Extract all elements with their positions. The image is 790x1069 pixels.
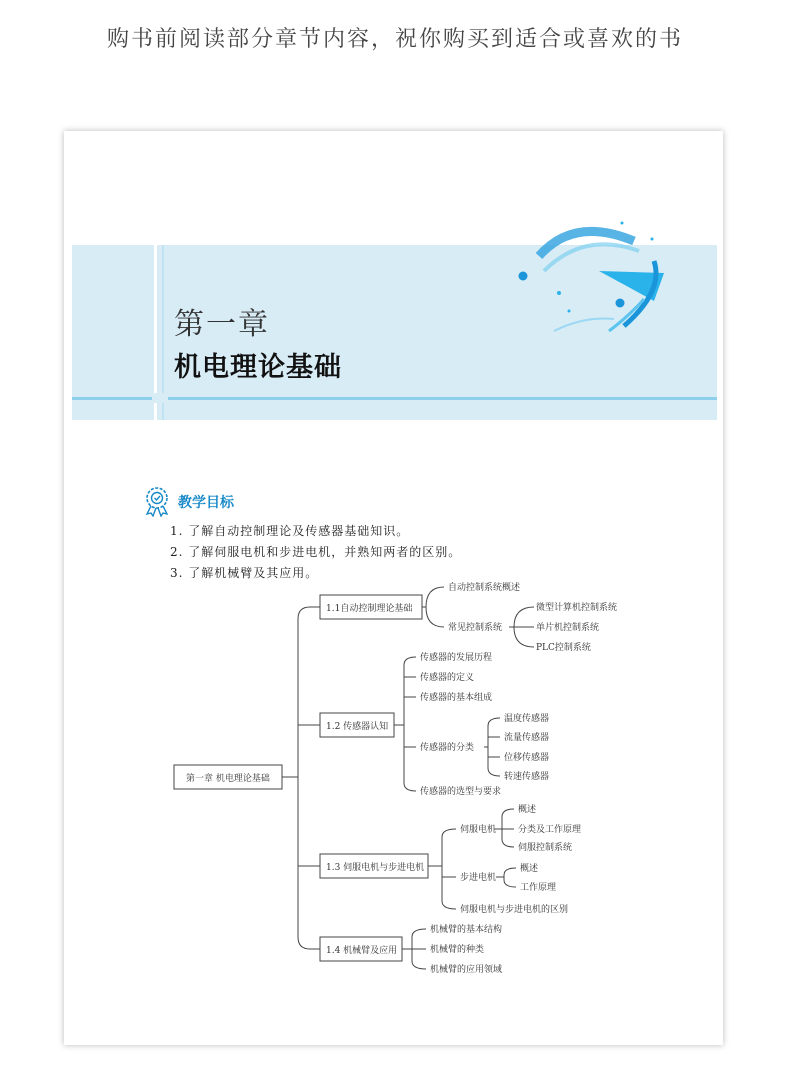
- mindmap-root-label: 第一章 机电理论基础: [186, 774, 270, 784]
- page-caption: 购书前阅读部分章节内容，祝你购买到适合或喜欢的书: [106, 27, 683, 52]
- mindmap-node: 自动控制系统概述: [448, 583, 521, 593]
- mindmap-leaf: 位移传感器: [504, 753, 550, 763]
- mindmap-node: 机械臂的基本结构: [430, 925, 503, 935]
- chapter-number: 第一章: [174, 307, 270, 342]
- mindmap-section-label: 1.3 伺服电机与步进电机: [326, 863, 425, 873]
- mindmap-node: 机械臂的应用领域: [430, 965, 503, 975]
- objectives-heading-label: 教学目标: [178, 495, 234, 511]
- chapter-title: 机电理论基础: [174, 352, 342, 383]
- mindmap-node: 常见控制系统: [448, 623, 503, 633]
- mindmap-node: 伺服电机与步进电机的区别: [460, 905, 569, 915]
- mindmap-leaf: 工作原理: [520, 883, 557, 893]
- mindmap-leaf: 转速传感器: [504, 772, 550, 782]
- mindmap-section-label: 1.1自动控制理论基础: [326, 604, 413, 614]
- mindmap-section-label: 1.2 传感器认知: [326, 722, 389, 732]
- mindmap-leaf: PLC控制系统: [536, 643, 591, 653]
- mindmap-node: 传感器的定义: [420, 673, 475, 683]
- mindmap-leaf: 单片机控制系统: [536, 623, 600, 633]
- mindmap-leaf: 微型计算机控制系统: [536, 603, 618, 613]
- mindmap-node: 传感器的分类: [420, 743, 475, 753]
- mindmap-leaf: 分类及工作原理: [518, 825, 582, 835]
- mindmap-section-label: 1.4 机械臂及应用: [326, 946, 398, 956]
- mindmap-leaf: 温度传感器: [504, 714, 550, 724]
- objective-item: 2. 了解伺服电机和步进电机，并熟知两者的区别。: [170, 545, 462, 559]
- chapter-mindmap: [64, 131, 723, 1045]
- objective-item: 3. 了解机械臂及其应用。: [170, 566, 319, 580]
- mindmap-leaf: 概述: [520, 864, 539, 874]
- mindmap-leaf: 伺服控制系统: [518, 843, 573, 853]
- mindmap-node: 步进电机: [460, 873, 497, 883]
- mindmap-node: 传感器的选型与要求: [420, 787, 502, 797]
- mindmap-node: 机械臂的种类: [430, 945, 485, 955]
- mindmap-node: 伺服电机: [460, 825, 497, 835]
- objective-item: 1. 了解自动控制理论及传感器基础知识。: [170, 524, 410, 538]
- book-page: [64, 131, 723, 1045]
- mindmap-node: 传感器的发展历程: [420, 653, 493, 663]
- mindmap-leaf: 流量传感器: [504, 733, 550, 743]
- mindmap-leaf: 概述: [518, 805, 537, 815]
- mindmap-node: 传感器的基本组成: [420, 693, 493, 703]
